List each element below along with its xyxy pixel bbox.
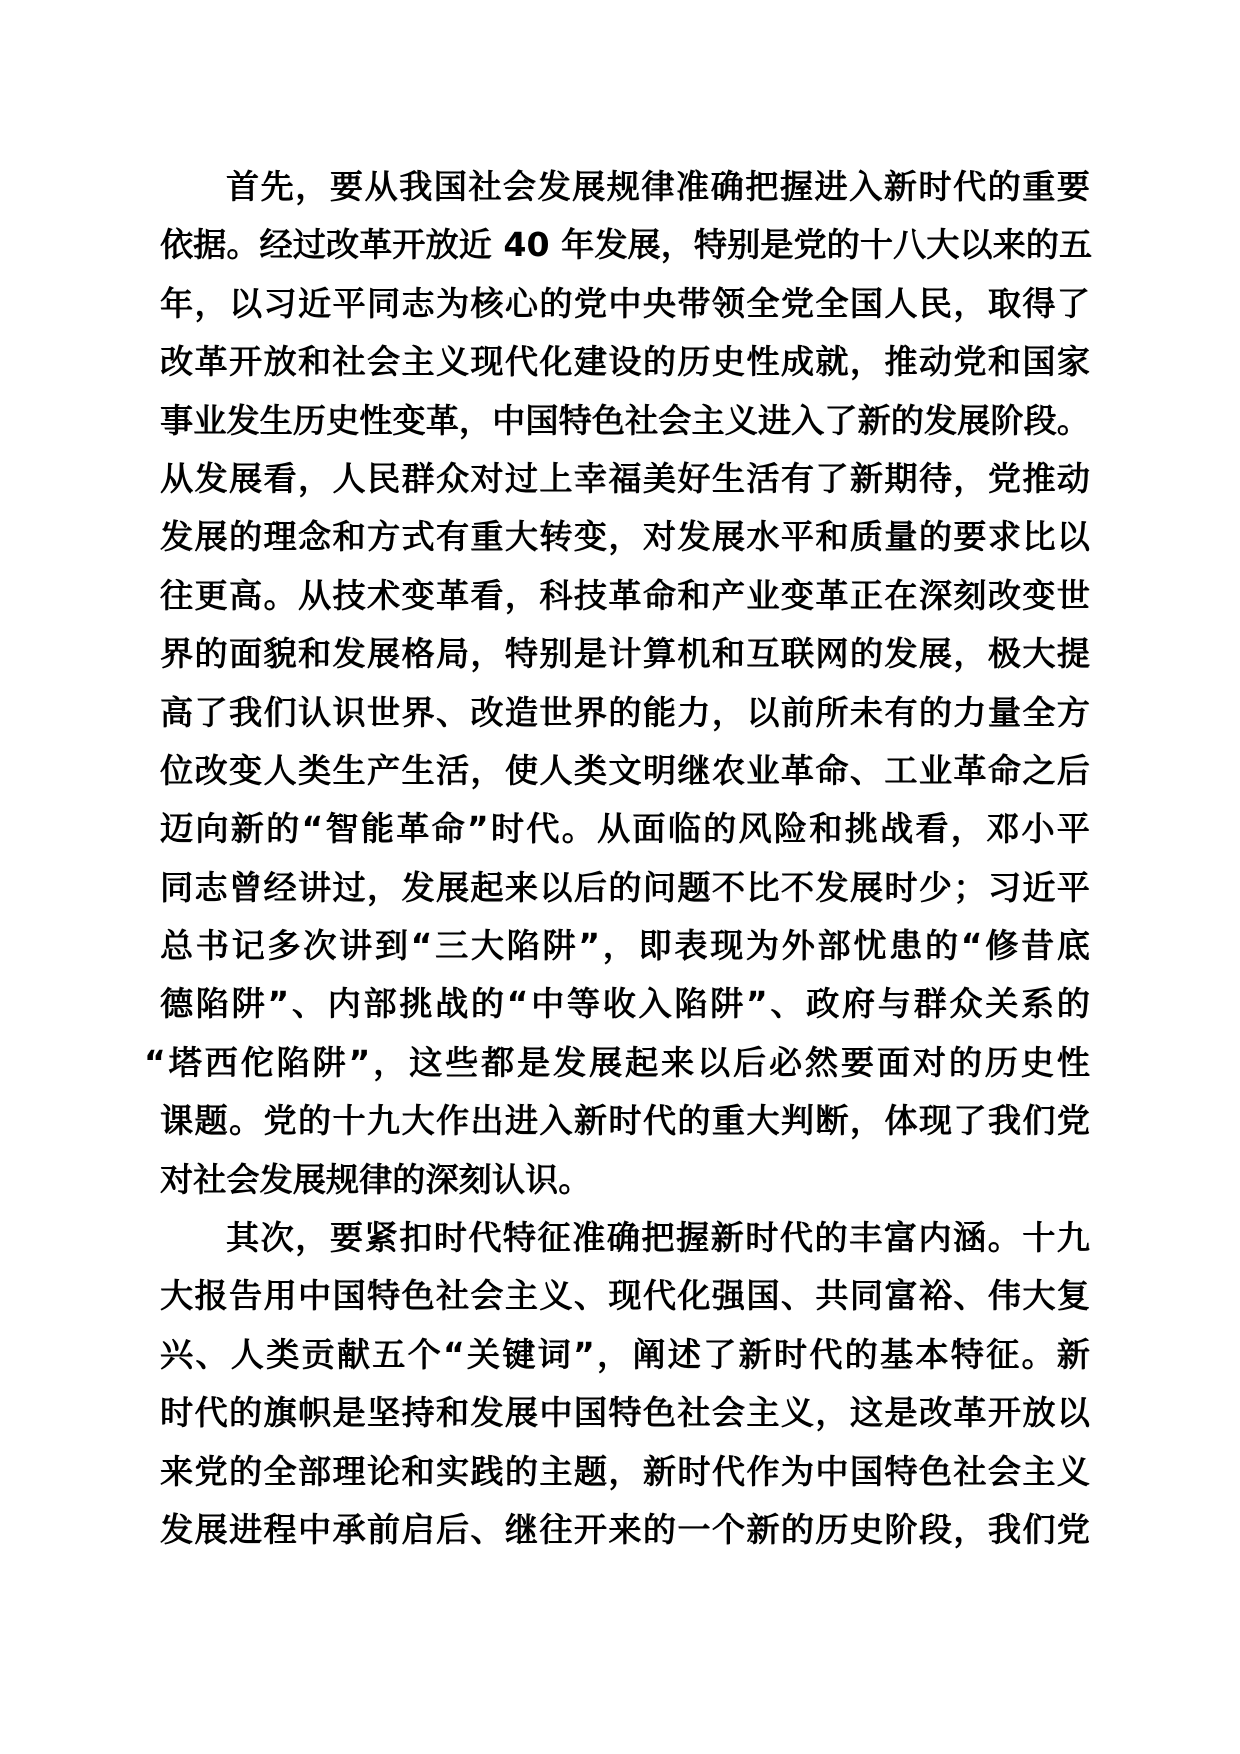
paragraph-1-line-18: 对社会发展规律的深刻认识。 [160,1159,592,1199]
paragraph-1-line-2: 依据。经过改革开放近 40 年发展，特别是党的十八大以来的五 [160,225,1093,265]
paragraph-1-line-14: 总书记多次讲到“三大陷阱”，即表现为外部忧患的“修昔底 [160,926,1090,966]
paragraph-1-line-3: 年，以习近平同志为核心的党中央带领全党全国人民，取得了 [160,283,1090,323]
paragraph-1-line-9: 界的面貌和发展格局，特别是计算机和互联网的发展，极大提 [160,634,1090,674]
paragraph-1-line-10: 高了我们认识世界、改造世界的能力，以前所未有的力量全方 [160,692,1090,732]
paragraph-1-line-6: 从发展看，人民群众对过上幸福美好生活有了新期待，党推动 [160,458,1090,498]
paragraph-2-line-2: 大报告用中国特色社会主义、现代化强国、共同富裕、伟大复 [160,1276,1090,1316]
paragraph-1-line-17: 课题。党的十九大作出进入新时代的重大判断，体现了我们党 [160,1101,1090,1141]
paragraph-1-line-15: 德陷阱”、内部挑战的“中等收入陷阱”、政府与群众关系的 [160,984,1090,1024]
paragraph-2-line-4: 时代的旗帜是坚持和发展中国特色社会主义，这是改革开放以 [160,1393,1090,1433]
paragraph-2-line-6: 发展进程中承前启后、继往开来的一个新的历史阶段，我们党 [160,1509,1090,1549]
paragraph-1-line-1: 首先，要从我国社会发展规律准确把握进入新时代的重要 [226,167,1090,206]
paragraph-2-line-3: 兴、人类贡献五个“关键词”，阐述了新时代的基本特征。新 [160,1334,1090,1374]
paragraph-1-line-11: 位改变人类生产生活，使人类文明继农业革命、工业革命之后 [160,750,1090,790]
paragraph-1-line-5: 事业发生历史性变革，中国特色社会主义进入了新的发展阶段。 [160,400,1090,440]
paragraph-1-line-13: 同志曾经讲过，发展起来以后的问题不比不发展时少；习近平 [160,867,1090,907]
body-text [144,158,1093,1559]
paragraph-1-line-4: 改革开放和社会主义现代化建设的历史性成就，推动党和国家 [160,342,1090,382]
paragraph-1-line-12: 迈向新的“智能革命”时代。从面临的风险和挑战看，邓小平 [160,809,1090,849]
paragraph-2-line-5: 来党的全部理论和实践的主题，新时代作为中国特色社会主义 [160,1451,1090,1491]
paragraph-1-line-16: “塔西佗陷阱”，这些都是发展起来以后必然要面对的历史性 [144,1042,1090,1082]
paragraph-2-line-1: 其次，要紧扣时代特征准确把握新时代的丰富内涵。十九 [226,1218,1090,1258]
paragraph-1-line-8: 往更高。从技术变革看，科技革命和产业变革正在深刻改变世 [160,575,1090,615]
paragraph-1-line-7: 发展的理念和方式有重大转变，对发展水平和质量的要求比以 [160,517,1090,557]
